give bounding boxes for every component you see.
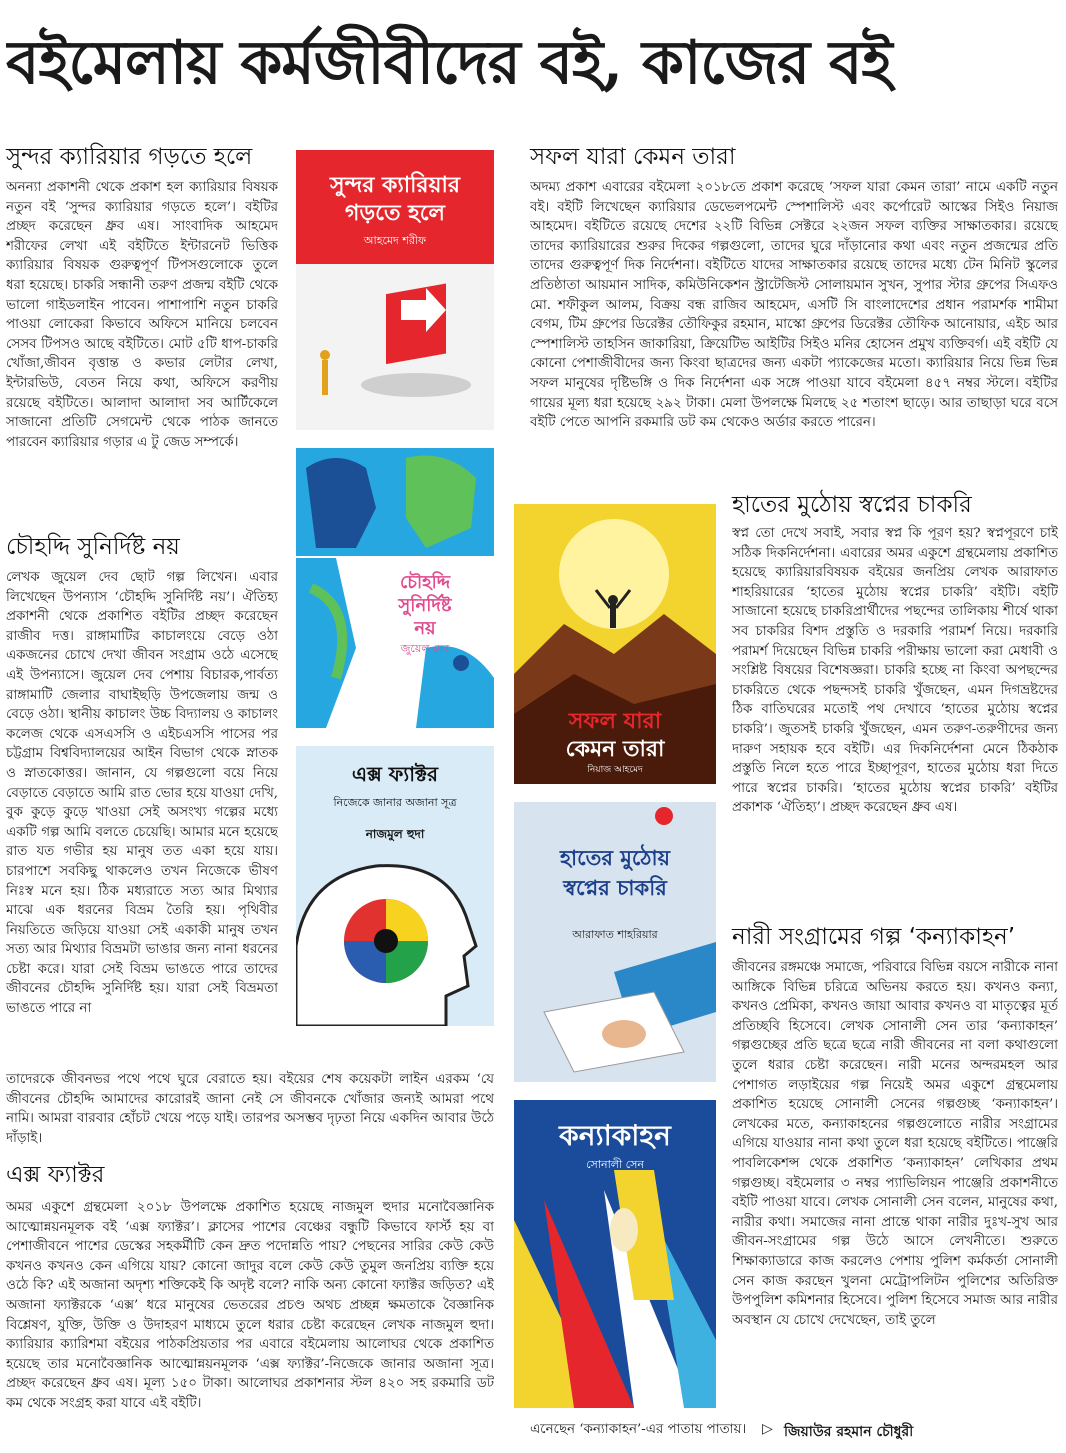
section-body-sofol: অদম্য প্রকাশ এবারের বইমেলা ২০১৮তে প্রকাশ করেছে ‘সফল যারা কেমন তারা’ নামে একটি নতুন বই। বইটি লিখেছেন ক্যারিয়ার ডেভেলপমেন্ট স্পেশালিস্ট এবং কর্পোরেট আস্কের সিইও নিয়াজ আহমেদ। বইটিতে রয়েছে দেশের ২২টি বিভিন্ন সেক্টরে ২২জন সফল ব্যক্তির সাক্ষাতকার। রয়েছে তাদের ক্যারিয়ারের শুরুর দিকের গল্পগুলো, তাদের ঘুরে দাঁড়ানোর কথা এবং নতুন প্রজন্মের প্রতি তাদের গুরুত্বপূর্ণ দিক নির্দেশনা। বইটিতে যাদের সাক্ষাতকার রয়েছে তাদের মধ্যে টেন মিনিট স্কুলের প্রতিষ্ঠাতা আয়মান সাদিক, কমিউনিকেশন স্ট্রাটেজিস্ট সোলায়মান সুখন, সুপার স্টার গ্রুপের সিএফও মো. শফীকুল আলম, বিক্রয় বন্ধ রাজিব আহমেদ, এসটি সি বাংলাদেশের প্রধান পরামর্শক শামীমা বেগম, টিম গ্রুপের ডিরেক্টর তৌফিকুর রহমান, মাস্কো গ্রুপের ডিরেক্টর তৌফিক আনোয়ার, এইচ আর স্পেশালিস্ট তাহসিন জাকারিয়া, ক্রিয়েটিভ আইটির সিইও মনির হোসেন প্রমুখ ব্যক্তিবর্গ। এই বইটি যে কোনো পেশাজীবীদের জন্য কিংবা ছাত্রদের জন্য একটা প্যাকেজের মতো। ক্যারিয়ার নিয়ে ভিন্ন ভিন্ন সফল মানুষের দৃষ্টিভঙ্গি ও দিক নির্দেশনা এক সঙ্গে পাওয়া যাবে বইমেলা ৪৫৭ নম্বর স্টলে। বইটির গায়ের মূল্য ধরা হয়েছে ২৯২ টাকা। মেলা উপলক্ষে মিলছে ২৫ শতাংশ ছাড়ে। আর তাছাড়া ঘরে বসে বইটি পেতে আপনি রকমারি ডট কম থেকেও অর্ডার করতে পারেন। bbox=[530, 180, 1058, 431]
section-title-chouhoddi: চৌহদ্দি সুনির্দিষ্ট নয় bbox=[6, 534, 180, 560]
section-body-xfactor: অমর একুশে গ্রন্থমেলা ২০১৮ উপলক্ষে প্রকাশিত হয়েছে নাজমুল হুদার মনোবৈজ্ঞানিক আত্মোন্নয়নমূলক বই ‘এক্স ফ্যাক্টর’। ক্লাসের পাশের বেঞ্চের বন্ধুটি কিভাবে ফার্স্ট হয় বা পেশাজীবনে পাশের ডেস্কের সহকর্মীটি কেন দ্রুত পদোন্নতি পায়? পেছনের সারির কেউ কেউ কখনও কখনও কেন এগিয়ে যায়? কোনো জাদুর বলে কেউ কেউ তুমুল জনপ্রিয় ব্যক্তি হয়ে ওঠে কি? এই অজানা অদৃশ্য শক্তিকেই কি অদৃষ্ট বলে? নাকি অন্য কোনো ফ্যাক্টর জড়িত? এই অজানা ফ্যাক্টরকে ‘এক্স’ ধরে মানুষের ভেতরের প্রচণ্ড অথচ প্রচ্ছন্ন ক্ষমতাকে বৈজ্ঞানিক বিশ্লেষণ, যুক্তি, উক্তি ও উদাহরণ মাধ্যমে তুলে ধরার চেষ্টা করেছেন লেখক নাজমুল হুদা। ক্যারিয়ার ক্যারিশমা বইয়ের পাঠকপ্রিয়তার পর এবারে বইমেলায় আলোঘর থেকে প্রকাশিত হয়েছে তার মনোবৈজ্ঞানিক আত্মোন্নয়নমূলক ‘এক্স ফ্যাক্টর’-নিজেকে জানার অজানা সূত্র। প্রচ্ছদ করেছেন ধ্রুব এষ। মূল্য ১৫০ টাকা। আলোঘর প্রকাশনার স্টল ৪২০ সহ রকমারি ডট কম থেকে সংগ্রহ করা যাবে এই বইটি। bbox=[6, 1200, 494, 1411]
byline-triangle-icon: ▷ bbox=[762, 1421, 773, 1437]
section-body-chouhoddi-continued: তাদেরকে জীবনভর পথে পথে ঘুরে বেরাতে হয়। বইয়ের শেষ কয়েকটা লাইন এরকম ‘যে জীবনের চৌহদ্দি আমাদের কারোরই জানা নেই সে জীবনকে খোঁজার জন্যই আমরা পথে নামি। আমরা বারবার হোঁচট খেয়ে পড়ে যাই। তারপর অসম্ভব দৃঢ়তা নিয়ে একদিন আবার উঠে দাঁড়াই। bbox=[6, 1072, 494, 1146]
section-title-sofol: সফল যারা কেমন তারা bbox=[530, 144, 736, 170]
cover-career-title-2: গড়তে হলে bbox=[345, 201, 445, 226]
headline: বইমেলায় কর্মজীবীদের বই, কাজের বই bbox=[6, 28, 892, 98]
cover-chouhoddi-title-3: নয় bbox=[414, 618, 436, 639]
cover-hater-author: আরাফাত শাহরিয়ার bbox=[572, 928, 658, 941]
section-body-konna-continued: এনেছেন ‘কন্যাকাহন’-এর পাতায় পাতায়। bbox=[530, 1422, 747, 1437]
section-title-konna: নারী সংগ্রামের গল্প ‘কন্যাকাহন’ bbox=[732, 924, 1016, 950]
cover-konna bbox=[514, 1100, 716, 1408]
cover-career bbox=[296, 150, 494, 430]
cover-sofol-author: নিয়াজ আহমেদ bbox=[587, 765, 643, 775]
cover-konna-author: সোনালী সেন bbox=[586, 1158, 644, 1171]
cover-career-title-1: সুন্দর ক্যারিয়ার bbox=[330, 173, 460, 198]
cover-chouhoddi-title-2: সুনির্দিষ্ট bbox=[398, 595, 452, 616]
section-body-chouhoddi: লেখক জুয়েল দেব ছোট গল্প লিখেন। এবার লিখেছেন উপন্যাস ‘চৌহদ্দি সুনির্দিষ্ট নয়’। ঐতিহ্য প্রকাশনী থেকে প্রকাশিত বইটির প্রচ্ছদ করেছেন রাজীব দত্ত। রাঙ্গামাটির কাচালংয়ে বেড়ে ওঠা একজনের চোখে দেখা জীবন সংগ্রাম ওঠে এসেছে এই উপন্যাসে। জুয়েল দেব পেশায় বিচারক,পার্বত্য রাঙ্গামাটি জেলার বাঘাইছড়ি উপজেলায় জন্ম ও বেড়ে ওঠা। স্থানীয় কাচালং উচ্চ বিদ্যালয় ও কাচালং কলেজ থেকে এসএসসি ও এইচএসসি পাসের পর চট্টগ্রাম বিশ্ববিদ্যালয়ের আইন বিভাগ থেকে স্নাতক ও স্নাতকোত্তর। জানান, যে গল্পগুলো বয়ে নিয়ে বেড়াতে বেড়াতে আমি রাত ভোর হয়ে যাওয়া দেখি, বুক কুড়ে কুড়ে খাওয়া সেই অসংখ্য গল্পের মধ্যে একটি গল্প আমি বলতে চেয়েছি। আমার মনে হয়েছে রাত যত গভীর হয় মানুষ তত একা হয়ে যায়। চারপাশে সবকিছু থাকলেও তখন নিজেকে ভীষণ নিঃস্ব মনে হয়। ঠিক মধ্যরাতে সত্য আর মিথ্যার মাঝে এক ধরনের বিভ্রম তৈরি হয়। পৃথিবীর নিয়তিতে জড়িয়ে যাওয়া সেই একাকী মানুষ তখন সত্য আর মিথ্যার বিভ্রমটা ভাঙার জন্য নানা ধরনের চেষ্টা করে। যারা সেই বিভ্রম ভাঙতে পারে তাদের জীবনের চৌহদ্দি সুনির্দিষ্ট হয়। যারা সেই বিভ্রমতা ভাঙতে পারে না bbox=[6, 570, 278, 1017]
section-title-hater: হাতের মুঠোয় স্বপ্নের চাকরি bbox=[732, 492, 972, 518]
cover-hater bbox=[514, 802, 716, 1082]
section-body-hater: স্বপ্ন তো দেখে সবাই, সবার স্বপ্ন কি পূরণ হয়? স্বপ্নপূরণে চাই সঠিক দিকনির্দেশনা। এবারের অমর একুশে গ্রন্থমেলায় প্রকাশিত হয়েছে ক্যারিয়ারবিষয়ক বইয়ের জনপ্রিয় লেখক আরাফাত শাহরিয়ারের ‘হাতের মুঠোয় স্বপ্নের চাকরি’ বইটি। বইটি সাজানো হয়েছে চাকরিপ্রার্থীদের পছন্দের তালিকায় শীর্ষে থাকা সব চাকরির বিশদ প্রস্তুতি ও দরকারি পরামর্শ নিয়ে। দরকারি পরামর্শ দিয়েছেন বিভিন্ন চাকরি পরীক্ষায় ভালো করা মেধাবী ও সংশ্লিষ্ট বিষয়ের বিশেষজ্ঞরা। চাকরি হচ্ছে না কিংবা অপছন্দের চাকরিতে থেকে পছন্দসই চাকরি খুঁজছেন, এমন দিগভ্রষ্টদের ঠিক বাতিঘরের মতোই পথ দেখাবে ‘হাতের মুঠোয় স্বপ্নের চাকরি’। জুতসই চাকরি খুঁজছেন, এমন তরুণ-তরুণীদের জন্য দারুণ সহায়ক হবে বইটি। এর দিকনির্দেশনা মেনে ঠিকঠাক প্রস্তুতি নিলে হতে পারে ইচ্ছাপূরণ, হাতের মুঠোয় ধরা দিতে পারে স্বপ্নের চাকরি। ‘হাতের মুঠোয় স্বপ্নের চাকরি’ বইটির প্রকাশক ‘ঐতিহ্য’। প্রচ্ছদ করেছেন ধ্রুব এষ। bbox=[732, 526, 1058, 816]
section-title-xfactor: এক্স ফ্যাক্টর bbox=[6, 1162, 105, 1188]
cover-sofol bbox=[514, 504, 716, 784]
cover-chouhoddi-author: জুয়েল দেব bbox=[400, 642, 450, 655]
cover-hater-title-1: হাতের মুঠোয় bbox=[560, 846, 670, 870]
cover-career-author: আহমেদ শরীফ bbox=[363, 234, 427, 247]
cover-chouhoddi-title-1: চৌহদ্দি bbox=[399, 572, 451, 593]
section-title-career: সুন্দর ক্যারিয়ার গড়তে হলে bbox=[6, 144, 253, 170]
section-body-career: অনন্যা প্রকাশনী থেকে প্রকাশ হল ক্যারিয়ার বিষয়ক নতুন বই ‘সুন্দর ক্যারিয়ার গড়তে হলে’। বইটির প্রচ্ছদ করেছেন ধ্রুব এষ। সাংবাদিক আহমেদ শরীফের লেখা এই বইটিতে ইন্টারনেট ভিত্তিক ক্যারিয়ার বিষয়ক গুরুত্বপূর্ণ টিপসগুলোকে তুলে ধরা হয়েছে। চাকরি সন্ধানী তরুণ প্রজন্ম বইটি থেকে ভালো গাইডলাইন পাবেন। পাশাপাশি নতুন চাকরি পাওয়া লোকেরা কিভাবে অফিসে মানিয়ে চলবেন সেসব টিপসও আছে বইটিতে। মোট ৫টি ধাপ-চাকরি খোঁজা,জীবন বৃত্তান্ত ও কভার লেটার লেখা, ইন্টারভিউ, বেতন নিয়ে কথা, অফিসে করণীয় রয়েছে বইটিতে। আলাদা আলাদা সব আর্টিকেলে সাজানো প্রতিটি সেগমেন্ট থেকে পাঠক জানতে পারবেন ক্যারিয়ার গড়ার এ টু জেড সম্পর্কে। bbox=[6, 180, 278, 450]
cover-chouhoddi bbox=[296, 448, 494, 728]
cover-hater-title-2: স্বপ্নের চাকরি bbox=[563, 876, 667, 900]
section-body-konna: জীবনের রঙ্গমঞ্চে সমাজে, পরিবারে বিভিন্ন বয়সে নারীকে নানা আঙ্গিকে বিভিন্ন চরিত্রে অভিনয় করতে হয়। কখনও কন্যা, কখনও প্রেমিকা, কখনও জায়া আবার কখনও বা মাতৃত্বের মূর্ত প্রতিচ্ছবি হিসেবে। লেখক সোনালী সেন তার ‘কন্যাকাহন’ গল্পগুচ্ছের প্রতি ছত্রে ছত্রে নারী জীবনের না বলা কথাগুলো তুলে ধরার চেষ্টা করেছেন। নারী মনের অন্দরমহল আর পেশাগত লড়াইয়ের গল্প নিয়েই অমর একুশে গ্রন্থমেলায় প্রকাশিত হয়েছে সোনালী সেনের গল্পগুচ্ছ ‘কন্যাকাহন’। লেখকের মতে, কন্যাকাহনের গল্পগুলোতে নারীর সংগ্রামের এগিয়ে যাওয়ার নানা কথা তুলে ধরা হয়েছে বইটিতে। পাঞ্জেরি পাবলিকেশন্স থেকে প্রকাশিত ‘কন্যাকাহন’ লেখিকার প্রথম গল্পগুচ্ছ। বইমেলার ৩ নম্বর প্যাভিলিয়ন পাঞ্জেরি প্রকাশনীতে বইটি পাওয়া যাবে। লেখক সোনালী সেন বলেন, মানুষের কথা, নারীর কথা। সমাজের নানা প্রান্তে থাকা নারীর দুঃখ-সুখ আর জীবন-সংগ্রামের গল্প উঠে আসে লেখনীতে। শুরুতে শিক্ষাক্যাডারে কাজ করলেও পেশায় পুলিশ কর্মকর্তা সোনালী সেন কাজ করছেন খুলনা মেট্রোপলিটন পুলিশের অতিরিক্ত উপপুলিশ কমিশনার হিসেবে। পুলিশ হিসেবে সমাজ আর নারীর অবস্থান যে চোখে দেখেছেন, তাই তুলে bbox=[732, 960, 1058, 1328]
cover-sofol-title-2: কেমন তারা bbox=[565, 737, 665, 762]
byline: জিয়াউর রহমান চৌধুরী bbox=[784, 1424, 914, 1440]
cover-konna-title: কন্যাকাহন bbox=[559, 1119, 671, 1152]
cover-xfactor bbox=[296, 746, 494, 1026]
cover-xfactor-author: নাজমুল হুদা bbox=[365, 827, 425, 841]
cover-xfactor-title: এক্স ফ্যাক্টর bbox=[351, 762, 439, 786]
cover-sofol-title-1: সফল যারা bbox=[568, 709, 662, 734]
cover-xfactor-subtitle: নিজেকে জানার অজানা সূত্র bbox=[333, 796, 457, 809]
